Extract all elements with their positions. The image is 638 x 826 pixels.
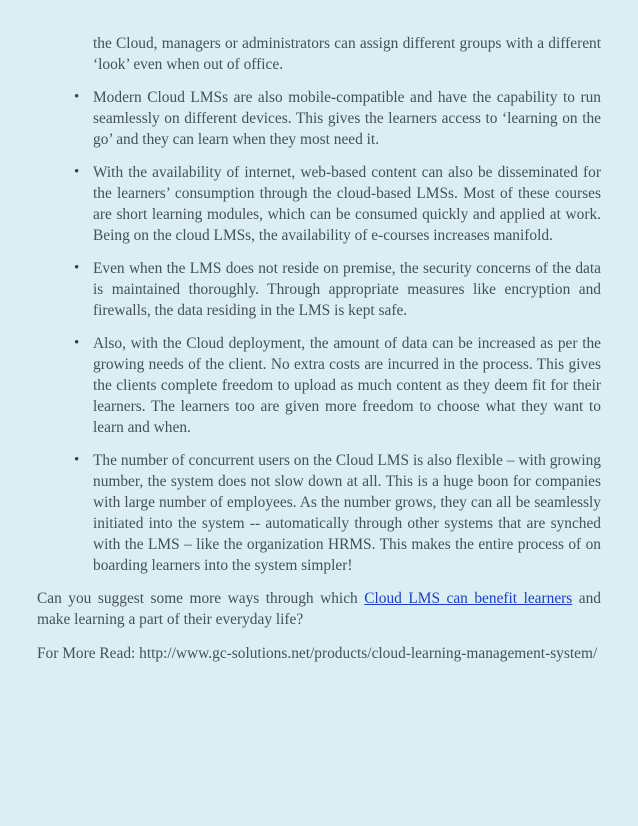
bullet-text: Modern Cloud LMSs are also mobile-compatible and have the capability to run seamlessly on different devices. This gives the learners access to ‘learning on the go’ and they can learn when they most need it. [93,89,601,148]
bullet-list [37,87,601,576]
question-text-after: and make learning a part of their everyday life? [37,590,601,628]
bullet-icon: • [74,260,80,276]
bullet-icon: • [74,335,80,351]
continuation-paragraph: the Cloud, managers or administrators can assign different groups with a different ‘look’ even when out of office. [93,35,601,73]
bullet-item [74,450,601,576]
cloud-lms-benefit-link[interactable]: Cloud LMS can benefit learners [364,590,573,607]
bullet-icon: • [74,452,80,468]
bullet-text: Also, with the Cloud deployment, the amount of data can be increased as per the growing needs of the client. No extra costs are incurred in the process. This gives the clients complete freedom to upload as much content as they deem fit for their learners. The learners too are given more freedom to choose what they want to learn and when. [93,335,601,436]
more-read-paragraph: For More Read: http://www.gc-solutions.net/products/cloud-learning-management-system/ [37,645,598,662]
bullet-item [74,333,601,438]
question-text-before: Can you suggest some more ways through which [37,590,365,607]
question-paragraph [37,588,601,630]
bullet-icon: • [74,89,80,105]
bullet-item [74,87,601,150]
bullet-text: The number of concurrent users on the Cloud LMS is also flexible – with growing number, the system does not slow down at all. This is a huge boon for companies with large number of employees. As the number grows, they can all be seamlessly initiated into the system -- automatically through other systems that are synched with the LMS – like the organization HRMS. This makes the entire process of on boarding learners into the system simpler! [93,452,601,574]
bullet-item [74,162,601,246]
bullet-item [74,258,601,321]
document-page [37,33,601,677]
bullet-text: Even when the LMS does not reside on premise, the security concerns of the data is maintained thoroughly. Through appropriate measures like encryption and firewalls, the data residing in the LMS is kept safe. [93,260,601,319]
bullet-icon: • [74,164,80,180]
bullet-text: With the availability of internet, web-based content can also be disseminated for the learners’ consumption through the cloud-based LMSs. Most of these courses are short learning modules, which can be consumed quickly and applied at work. Being on the cloud LMSs, the availability of e-courses increases manifold. [93,164,601,244]
